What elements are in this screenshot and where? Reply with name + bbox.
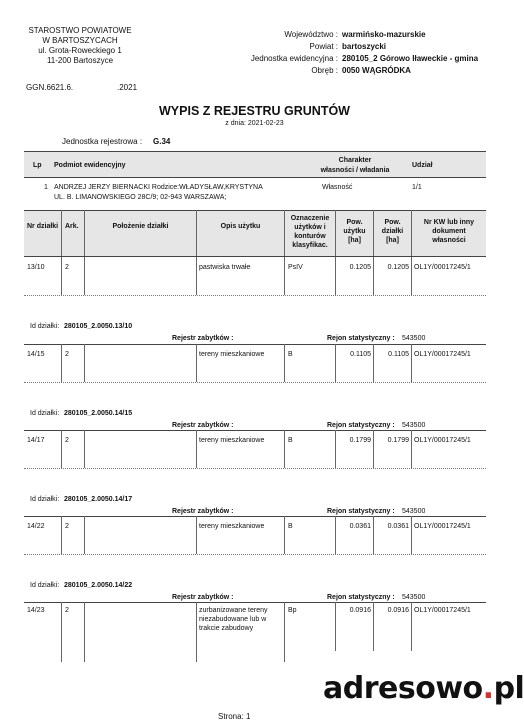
col-divider bbox=[284, 257, 285, 295]
document-title: WYPIS Z REJESTRU GRUNTÓW bbox=[159, 104, 350, 118]
last-parcel-ark: 2 bbox=[65, 607, 69, 614]
usage-line: trakcie zabudowy bbox=[199, 625, 254, 632]
location-row bbox=[220, 54, 510, 66]
col-divider bbox=[61, 516, 62, 554]
last-parcel-designation: Bp bbox=[288, 607, 297, 614]
registry-unit-label: Jednostka rejestrowa : bbox=[62, 137, 143, 146]
owners-header-character-2: własności / władania bbox=[320, 167, 390, 174]
stat-region-label: Rejon statystyczny : bbox=[327, 422, 395, 429]
location-label: Obręb : bbox=[311, 66, 338, 75]
parcels-header-nr: Nr działki bbox=[27, 223, 59, 230]
parcel-id-label: Id działki: bbox=[30, 582, 60, 589]
col-divider bbox=[61, 210, 62, 256]
parcel-id-label: Id działki: bbox=[30, 323, 60, 330]
issuer-line-3: ul. Grota-Roweckiego 1 bbox=[38, 46, 122, 55]
reference-year: .2021 bbox=[117, 83, 138, 92]
stat-region-value: 543500 bbox=[402, 508, 426, 515]
col-divider bbox=[84, 344, 85, 382]
issuer-line-2: W BARTOSZYCACH bbox=[42, 36, 118, 45]
location-label: Województwo : bbox=[284, 30, 338, 39]
monuments-label: Rejestr zabytków : bbox=[172, 422, 234, 429]
owners-header-share: Udział bbox=[412, 162, 433, 169]
last-parcel-area-parcel: 0.0916 bbox=[387, 607, 409, 614]
designation-line: Oznaczenie bbox=[290, 215, 330, 222]
col-divider bbox=[61, 344, 62, 382]
parcel-row-dotted-rule bbox=[24, 295, 486, 296]
location-value: 280105_2 Górowo Iławeckie - gmina bbox=[342, 54, 479, 63]
area-usage-line: Pow. bbox=[346, 219, 363, 226]
monuments-label: Rejestr zabytków : bbox=[172, 335, 234, 342]
parcel-row-dotted-rule bbox=[24, 468, 486, 469]
parcel-area-usage: 0.1105 bbox=[350, 351, 371, 358]
parcel-kw: OL1Y/00017245/1 bbox=[414, 523, 471, 530]
area-parcel-line: Pow. bbox=[384, 219, 401, 226]
stat-region-value: 543500 bbox=[402, 335, 426, 342]
parcel-id-label: Id działki: bbox=[30, 496, 60, 503]
parcel-row-dotted-rule bbox=[24, 554, 486, 555]
parcels-header-kw bbox=[412, 218, 486, 245]
parcel-designation: B bbox=[288, 351, 293, 358]
owners-header-lp: Lp bbox=[33, 162, 42, 169]
monuments-label: Rejestr zabytków : bbox=[172, 508, 234, 515]
parcel-ark: 2 bbox=[65, 523, 69, 530]
parcel-ark: 2 bbox=[65, 351, 69, 358]
adresowo-logo bbox=[323, 671, 524, 706]
col-divider bbox=[196, 210, 197, 256]
parcel-row-top-rule bbox=[24, 516, 486, 517]
kw-line: własności bbox=[432, 237, 466, 244]
designation-line: konturów bbox=[294, 233, 326, 240]
designation-line: użytków i bbox=[294, 224, 326, 231]
parcel-designation: PsIV bbox=[288, 264, 303, 271]
issuer-line-4: 11-200 Bartoszyce bbox=[46, 56, 114, 65]
parcel-designation: B bbox=[288, 437, 293, 444]
parcel-usage: tereny mieszkaniowe bbox=[199, 437, 265, 444]
kw-line: dokument bbox=[432, 228, 466, 235]
col-divider bbox=[84, 210, 85, 256]
col-divider bbox=[196, 602, 197, 662]
col-divider bbox=[61, 257, 62, 295]
parcel-id-value: 280105_2.0050.14/22 bbox=[64, 582, 133, 589]
parcel-nr: 14/17 bbox=[27, 437, 45, 444]
parcel-nr: 13/10 bbox=[27, 264, 45, 271]
kw-line: Nr KW lub inny bbox=[423, 219, 475, 226]
col-divider bbox=[84, 430, 85, 468]
logo-dot: . bbox=[482, 671, 494, 706]
parcels-header-designation bbox=[285, 214, 335, 250]
col-divider bbox=[196, 430, 197, 468]
stat-region-label: Rejon statystyczny : bbox=[327, 335, 395, 342]
stat-region-label: Rejon statystyczny : bbox=[327, 594, 395, 601]
parcel-ark: 2 bbox=[65, 437, 69, 444]
owner-address: UL. B. LIMANOWSKIEGO 28C/9; 02-943 WARSZAWA; bbox=[54, 194, 227, 201]
col-divider bbox=[196, 516, 197, 554]
location-row bbox=[220, 42, 510, 54]
location-value: warmińsko-mazurskie bbox=[342, 30, 426, 39]
parcel-nr: 14/15 bbox=[27, 351, 45, 358]
parcel-area-parcel: 0.1799 bbox=[387, 437, 409, 444]
owners-header-top-rule bbox=[24, 151, 486, 152]
parcel-kw: OL1Y/00017245/1 bbox=[414, 351, 471, 358]
col-divider bbox=[411, 516, 412, 554]
parcels-header-area-usage bbox=[336, 218, 373, 245]
owners-header-character-1: Charakter bbox=[338, 157, 372, 164]
owner-share: 1/1 bbox=[412, 184, 422, 191]
designation-line: klasyfikac. bbox=[292, 242, 328, 249]
logo-brand: adresowo bbox=[323, 671, 483, 706]
last-parcel-usage bbox=[199, 606, 268, 633]
parcels-header-top-rule bbox=[24, 210, 486, 211]
parcel-area-usage: 0.1205 bbox=[349, 264, 371, 271]
usage-line: niezabudowane lub w bbox=[199, 616, 267, 623]
col-divider bbox=[284, 344, 285, 382]
stat-region-label: Rejon statystyczny : bbox=[327, 508, 395, 515]
parcel-row-dotted-rule bbox=[24, 382, 486, 383]
parcel-area-parcel: 0.1105 bbox=[388, 351, 409, 358]
last-parcel-nr: 14/23 bbox=[27, 607, 45, 614]
logo-tld: pl bbox=[493, 671, 524, 706]
col-divider bbox=[84, 516, 85, 554]
parcel-id-label: Id działki: bbox=[30, 410, 60, 417]
area-usage-line: użytku bbox=[343, 228, 366, 235]
last-parcel-area-usage: 0.0916 bbox=[349, 607, 371, 614]
parcel-area-parcel: 0.0361 bbox=[387, 523, 409, 530]
last-parcel-kw: OL1Y/00017245/1 bbox=[414, 607, 471, 614]
col-divider bbox=[411, 257, 412, 295]
location-label: Jednostka ewidencyjna : bbox=[250, 54, 338, 63]
document-date: z dnia: 2021-02-23 bbox=[225, 120, 284, 127]
col-divider bbox=[411, 344, 412, 382]
col-divider bbox=[411, 430, 412, 468]
parcel-row-top-rule bbox=[24, 430, 486, 431]
parcel-nr: 14/22 bbox=[27, 523, 45, 530]
owner-character: Własność bbox=[322, 184, 353, 191]
monuments-label: Rejestr zabytków : bbox=[172, 594, 234, 601]
parcels-header-bottom-rule bbox=[24, 256, 486, 257]
col-divider bbox=[196, 257, 197, 295]
parcel-ark: 2 bbox=[65, 264, 69, 271]
col-divider bbox=[284, 430, 285, 468]
parcel-kw: OL1Y/00017245/1 bbox=[414, 264, 471, 271]
location-value: 0050 WĄGRÓDKA bbox=[342, 66, 411, 75]
parcel-id-value: 280105_2.0050.14/17 bbox=[64, 496, 133, 503]
issuer-line-1: STAROSTWO POWIATOWE bbox=[28, 26, 132, 35]
parcel-id-value: 280105_2.0050.13/10 bbox=[64, 323, 133, 330]
area-parcel-line: [ha] bbox=[386, 237, 399, 244]
area-parcel-line: działki bbox=[381, 228, 404, 235]
col-divider bbox=[284, 602, 285, 662]
stat-region-value: 543500 bbox=[402, 594, 426, 601]
owner-name: ANDRZEJ JERZY BIERNACKI Rodzice:WŁADYSŁAW,KRYSTYNA bbox=[54, 184, 263, 191]
issuer-block bbox=[20, 26, 140, 66]
location-row bbox=[220, 66, 510, 78]
parcels-header-ark: Ark. bbox=[65, 223, 79, 230]
parcel-usage: tereny mieszkaniowe bbox=[199, 523, 265, 530]
location-row bbox=[220, 30, 510, 42]
usage-line: zurbanizowane tereny bbox=[199, 607, 268, 614]
col-divider bbox=[284, 516, 285, 554]
col-divider bbox=[61, 602, 62, 662]
parcel-id-value: 280105_2.0050.14/15 bbox=[64, 410, 133, 417]
owner-lp: 1 bbox=[44, 184, 48, 191]
parcel-row-top-rule bbox=[24, 344, 486, 345]
col-divider bbox=[61, 430, 62, 468]
parcels-header-usage: Opis użytku bbox=[220, 223, 261, 230]
location-value: bartoszycki bbox=[342, 42, 387, 51]
stat-region-value: 543500 bbox=[402, 422, 426, 429]
location-block bbox=[220, 30, 510, 78]
owners-header-bottom-rule bbox=[24, 177, 486, 178]
parcel-area-usage: 0.1799 bbox=[349, 437, 371, 444]
area-usage-line: [ha] bbox=[348, 237, 361, 244]
parcel-usage: tereny mieszkaniowe bbox=[199, 351, 265, 358]
parcels-header-location: Położenie działki bbox=[112, 223, 169, 230]
watermark-overlay bbox=[303, 651, 524, 720]
owners-header-subject: Podmiot ewidencyjny bbox=[54, 162, 126, 169]
parcel-row-top-rule bbox=[24, 602, 486, 603]
location-label: Powiat : bbox=[309, 42, 338, 51]
parcel-designation: B bbox=[288, 523, 293, 530]
page-number: Strona: 1 bbox=[218, 712, 251, 721]
col-divider bbox=[196, 344, 197, 382]
reference-sign: GGN.6621.6. bbox=[26, 83, 74, 92]
col-divider bbox=[84, 257, 85, 295]
col-divider bbox=[84, 602, 85, 662]
parcel-usage: pastwiska trwałe bbox=[199, 264, 251, 271]
parcel-area-usage: 0.0361 bbox=[349, 523, 371, 530]
parcel-kw: OL1Y/00017245/1 bbox=[414, 437, 471, 444]
parcels-header-area-parcel bbox=[374, 218, 411, 245]
registry-unit-value: G.34 bbox=[153, 137, 171, 146]
parcel-area-parcel: 0.1205 bbox=[387, 264, 409, 271]
